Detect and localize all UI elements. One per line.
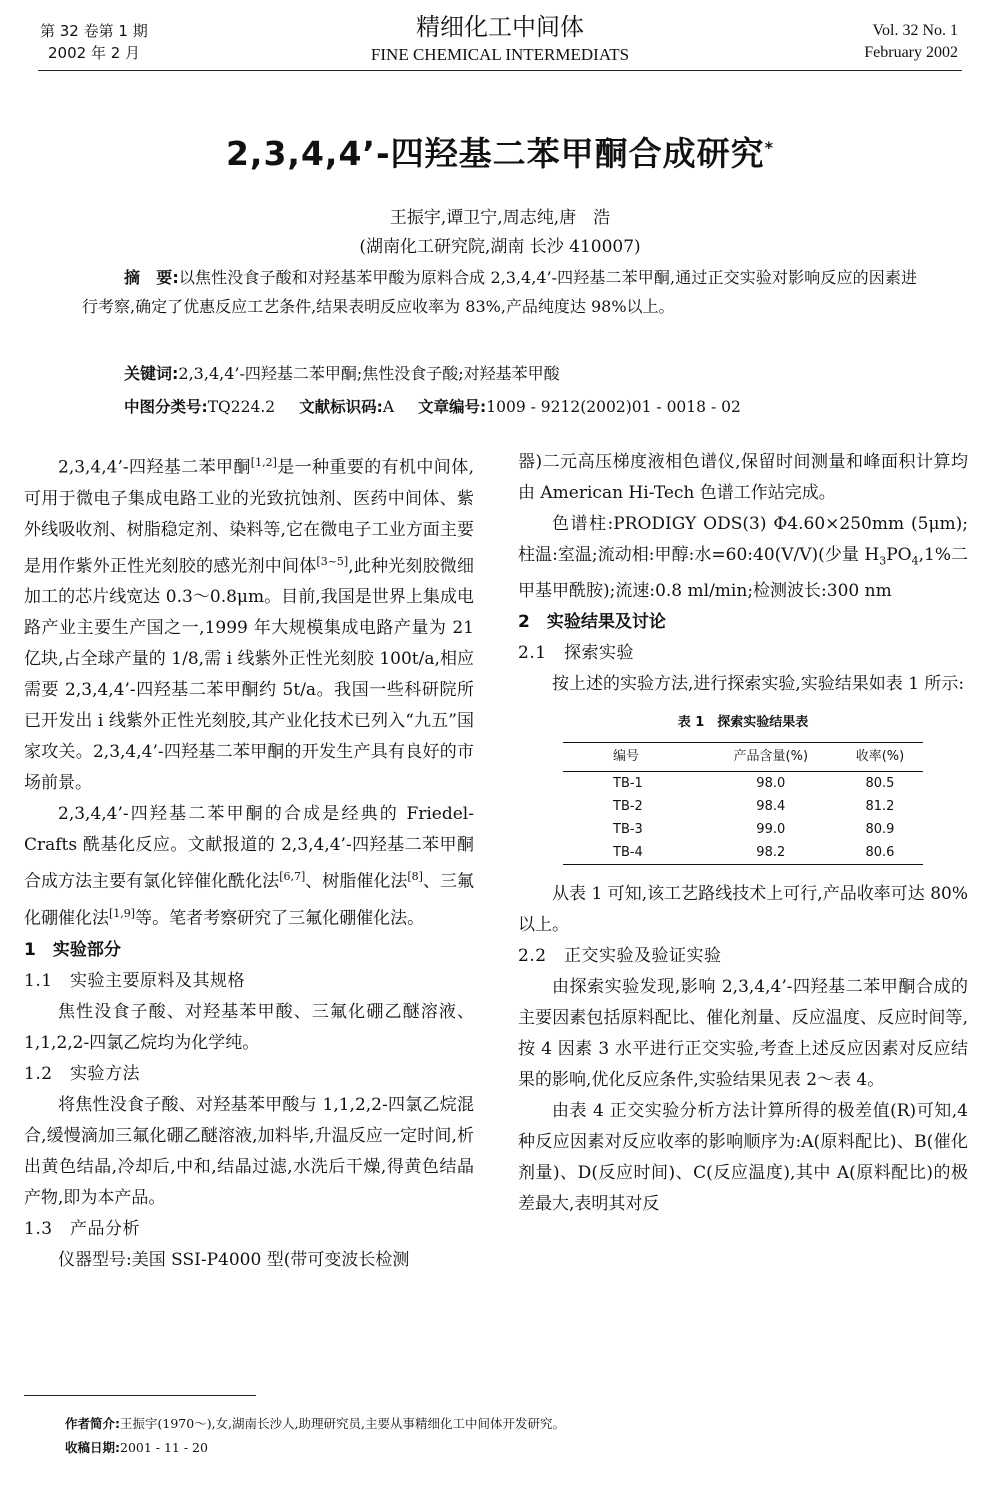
table-row (563, 818, 923, 841)
header-cell: 收率(%) (855, 749, 905, 765)
author-bio-text: 王振宇(1970～),女,湖南长沙人,助理研究员,主要从事精细化工中间体开发研究。 (120, 1416, 565, 1431)
received-date (65, 1436, 565, 1460)
article-no-value: 1009 - 9212(2002)01 - 0018 - 02 (486, 398, 741, 416)
paper-title (0, 128, 1000, 175)
table-1 (518, 712, 968, 865)
journal-name-cn: 精细化工中间体 (416, 13, 584, 41)
abstract-text: 以焦性没食子酸和对羟基苯甲酸为原料合成 2,3,4,4’-四羟基二苯甲酮,通过正交实验对影响反应的因素进行考察,确定了优惠反应工艺条件,结果表明反应收率为 83%,产品纯度达 98%以上。 (82, 268, 917, 316)
table-header-row (563, 743, 923, 772)
issue-info-en (864, 20, 958, 64)
footnote-rule (24, 1395, 256, 1396)
table-cell: 99.0 (756, 822, 786, 838)
abstract (82, 263, 917, 321)
header-rule (38, 70, 962, 71)
paragraph: 按上述的实验方法,进行探索实验,实验结果如表 1 所示: (552, 674, 965, 695)
table-cell: 80.6 (865, 845, 895, 861)
date-cn: 2002 年 2 月 (48, 44, 141, 62)
table-cell: 81.2 (865, 799, 895, 815)
paragraph: 2,3,4,4’-四羟基二苯甲酮的合成是经典的 Friedel-Crafts 酰基化反应。文献报道的 2,3,4,4’-四羟基二苯甲酮合成方法主要有氯化锌催化酰化法[6,7]、树脂催化法[8]、三氟化硼催化法[1,9]等。笔者考察研究了三氟化硼催化法。 (24, 804, 475, 929)
citation: [1,2] (250, 456, 277, 469)
clc-value: TQ224.2 (207, 398, 276, 416)
table-cell: 80.9 (865, 822, 895, 838)
volume-en: Vol. 32 No. 1 (872, 22, 958, 39)
table-cell: TB-4 (613, 845, 643, 861)
affiliation: (湖南化工研究院,湖南 长沙 410007) (359, 237, 641, 257)
left-column (24, 447, 474, 1276)
table-cell: 80.5 (865, 776, 895, 792)
subsection-heading: 2.1 探索实验 (518, 643, 635, 664)
results-table (563, 742, 923, 865)
table-row (563, 795, 923, 818)
table-row (563, 841, 923, 865)
date-en: February 2002 (864, 44, 958, 61)
paragraph: 焦性没食子酸、对羟基苯甲酸、三氟化硼乙醚溶液、1,1,2,2-四氯乙烷均为化学纯。 (24, 1001, 474, 1053)
title-footnote-mark: * (764, 138, 775, 157)
paragraph: 仪器型号:美国 SSI-P4000 型(带可变波长检测 (58, 1249, 410, 1270)
keywords-text: 2,3,4,4’-四羟基二苯甲酮;焦性没食子酸;对羟基苯甲酸 (178, 364, 560, 383)
paragraph: 色谱柱:PRODIGY ODS(3) Φ4.60×250mm (5μm);柱温:室温;流动相:甲醇:水=60:40(V/V)(少量 $H_3PO_4,1\%$二甲基甲酰胺);流速:0.8 ml/min;检测波长:300 nm (518, 514, 969, 602)
citation: [6,7] (279, 870, 306, 884)
table-caption: 表 1 探索实验结果表 (677, 715, 809, 731)
paragraph: 将焦性没食子酸、对羟基苯甲酸与 1,1,2,2-四氯乙烷混合,缓慢滴加三氟化硼乙醚溶液,加料毕,升温反应一定时间,析出黄色结晶,冷却后,中和,结晶过滤,水洗后干燥,得黄色结晶产物,即为本产品。 (24, 1094, 474, 1208)
subsection-heading: 1.2 实验方法 (24, 1063, 141, 1084)
subsection-heading: 1.3 产品分析 (24, 1218, 141, 1239)
table-row (563, 772, 923, 796)
section-heading: 1 实验部分 (24, 939, 121, 960)
citation: [8] (407, 870, 423, 884)
received-date-label: 收稿日期: (65, 1440, 120, 1455)
abstract-label: 摘 要: (124, 268, 179, 287)
right-column (518, 447, 968, 1220)
section-heading: 2 实验结果及讨论 (518, 612, 666, 633)
journal-name-en: FINE CHEMICAL INTERMEDIATS (370, 45, 630, 64)
header-cell: 编号 (613, 749, 640, 765)
keywords-label: 关键词: (124, 364, 179, 383)
subsection-heading: 2.2 正交实验及验证实验 (518, 946, 722, 967)
paragraph: 器)二元高压梯度液相色谱仪,保留时间测量和峰面积计算均由 American Hi-Tech 色谱工作站完成。 (518, 452, 968, 503)
doc-code-value: A (382, 398, 395, 416)
classification-line (124, 393, 741, 421)
table-cell: TB-2 (613, 799, 643, 815)
subsection-heading: 1.1 实验主要原料及其规格 (24, 970, 246, 991)
citation: [3~5] (316, 554, 349, 568)
author-bio-label: 作者简介: (65, 1416, 120, 1431)
citation: [1,9] (109, 906, 136, 920)
clc-label: 中图分类号: (124, 398, 208, 416)
table-cell: 98.0 (756, 776, 786, 792)
volume-cn: 第 32 卷第 1 期 (40, 22, 148, 40)
paragraph: 由表 4 正交实验分析方法计算所得的极差值(R)可知,4 种反应因素对反应收率的影响顺序为:A(原料配比)、B(催化剂量)、D(反应时间)、C(反应温度),其中 A(原料配比)的极差最大,表明其对反 (518, 1101, 968, 1215)
doc-code-label: 文献标识码: (299, 398, 383, 416)
journal-name (0, 12, 1000, 66)
footnotes (65, 1412, 565, 1460)
author-bio (65, 1412, 565, 1436)
received-date-text: 2001 - 11 - 20 (120, 1440, 208, 1455)
table-cell: TB-1 (613, 776, 643, 792)
paragraph: 由探索实验发现,影响 2,3,4,4’-四羟基二苯甲酮合成的主要因素包括原料配比、催化剂量、反应温度、反应时间等,按 4 因素 3 水平进行正交实验,考查上述反应因素对反应结果的影响,优化反应条件,实验结果见表 2～表 4。 (518, 977, 968, 1091)
header-cell: 产品含量(%) (733, 749, 809, 765)
authors: 王振宇,谭卫宁,周志纯,唐 浩 (389, 208, 611, 228)
table-cell: 98.4 (756, 799, 786, 815)
paragraph: 2,3,4,4’-四羟基二苯甲酮[1,2]是一种重要的有机中间体,可用于微电子集成电路工业的光致抗蚀剂、医药中间体、紫外线吸收剂、树脂稳定剂、染料等,它在微电子工业方面主要是用作紫外正性光刻胶的感光剂中间体[3~5],此种光刻胶微细加工的芯片线宽达 0.3～0.8μm。目前,我国是世界上集成电路产业主要生产国之一,1999 年大规模集成电路产量为 21 亿块,占全球产量的 1/8,需 i 线紫外正性光刻胶 100t/a,相应需要 2,3,4,4’-四羟基二苯甲酮约 5t/a。我国一些科研院所已开发出 i 线紫外正性光刻胶,其产业化技术已列入“九五”国家攻关。2,3,4,4’-四羟基二苯甲酮的开发生产具有良好的市场前景。 (24, 456, 475, 794)
keywords (124, 360, 560, 388)
table-cell: TB-3 (613, 822, 643, 838)
paper-title-text: 2,3,4,4’-四羟基二苯甲酮合成研究 (225, 134, 765, 173)
paragraph: 从表 1 可知,该工艺路线技术上可行,产品收率可达 80%以上。 (518, 884, 968, 936)
article-no-label: 文章编号: (418, 398, 487, 416)
table-cell: 98.2 (756, 845, 786, 861)
